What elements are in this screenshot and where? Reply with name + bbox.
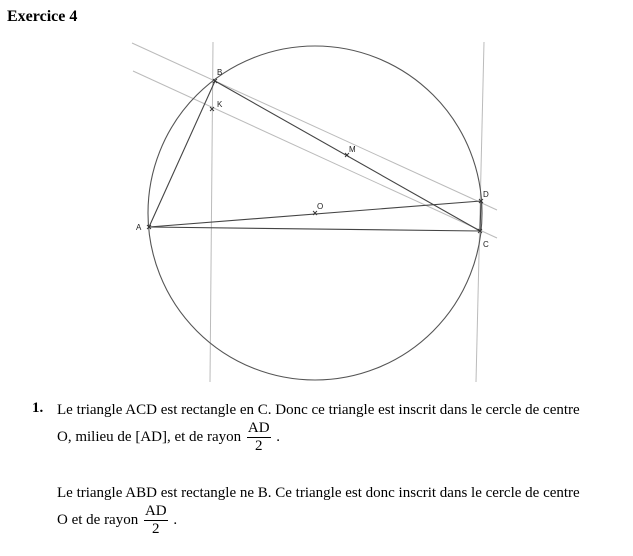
point-label-b: B (217, 68, 223, 77)
paragraph-line-2 (57, 420, 280, 455)
fraction-denominator: 2 (152, 521, 160, 537)
paragraph-line-2-text: O, milieu de [AD], et de rayon (57, 428, 242, 445)
line-parallel-to-bc-upper (132, 43, 497, 210)
point-label-c: C (483, 240, 489, 249)
segment-ac (149, 227, 480, 231)
paragraph-line-3: Le triangle ABD est rectangle ne B. Ce triangle est donc inscrit dans le cercle de centre (57, 485, 580, 501)
point-label-a: A (136, 223, 142, 232)
paragraph-line-4 (57, 503, 177, 538)
point-label-k: K (217, 100, 223, 109)
segment-ad (149, 201, 481, 227)
fraction-numerator: AD (247, 420, 270, 436)
fraction-numerator: AD (144, 503, 167, 519)
paragraph-line-1: Le triangle ACD est rectangle en C. Donc ce triangle est inscrit dans le cercle de centre (57, 402, 580, 418)
vertical-line-through-c (476, 42, 484, 382)
vertical-line-through-b (210, 42, 213, 382)
point-label-d: D (483, 190, 489, 199)
fraction-ad-over-2-second (144, 503, 168, 538)
exercise-title: Exercice 4 (7, 8, 78, 25)
fraction-denominator: 2 (254, 438, 263, 454)
fraction-ad-over-2 (247, 420, 271, 455)
paragraph-line-4-text: O et de rayon (57, 511, 139, 528)
point-label-m: M (349, 145, 356, 154)
paragraph-line-4-end: . (173, 511, 178, 528)
paragraph-line-2-end: . (276, 428, 281, 445)
point-label-o: O (317, 202, 324, 211)
item-number: 1. (32, 400, 44, 416)
